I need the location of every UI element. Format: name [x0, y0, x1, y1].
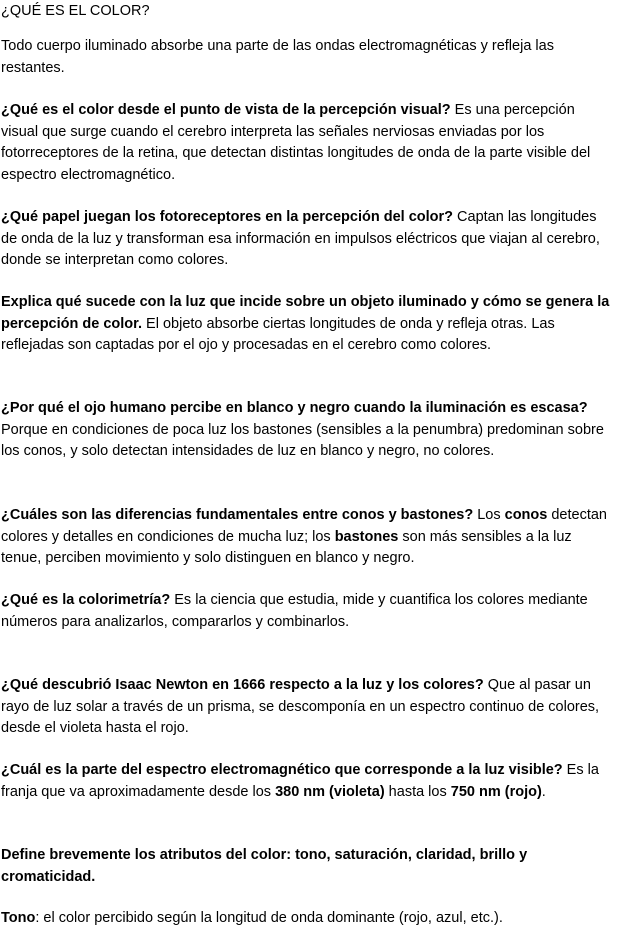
tono-term: Tono	[1, 910, 36, 926]
section-2	[1, 207, 615, 272]
answer-4: Porque en condiciones de poca luz los bastones (sensibles a la penumbra) predominan sobre los conos, y solo detectan intensidades de luz en blanco y negro, no colores.	[1, 421, 604, 459]
section-1	[1, 100, 615, 186]
answer-8-750nm: 750 nm (rojo)	[450, 783, 542, 800]
answer-8-part-1: Es la franja que va aproximadamente desde los	[1, 762, 599, 800]
answer-3: El objeto absorbe ciertas longitudes de onda y refleja otras. Las reflejadas son captadas por el ojo y procesadas en el cerebro como colores.	[1, 315, 555, 353]
section-6	[1, 590, 615, 633]
section-4	[1, 398, 615, 463]
question-2: ¿Qué papel juegan los fotoreceptores en la percepción del color?	[1, 209, 454, 225]
answer-8-part-3: hasta los	[384, 783, 451, 800]
answer-8-380nm: 380 nm (violeta)	[275, 783, 385, 800]
answer-5-part-3: detectan colores y detalles en condiciones de mucha luz; los	[1, 507, 608, 545]
question-9: Define brevemente los atributos del color: tono, saturación, claridad, brillo y cromaticidad.	[1, 847, 528, 885]
section-7	[1, 675, 615, 740]
question-5: ¿Cuáles son las diferencias fundamentales entre conos y bastones?	[1, 507, 474, 523]
section-9	[1, 845, 615, 888]
tono-text: : el color percibido según la longitud de onda dominante (rojo, azul, etc.).	[35, 910, 503, 926]
tono-definition	[1, 908, 615, 930]
section-8	[1, 760, 615, 803]
page-title: ¿QUÉ ES EL COLOR?	[1, 3, 150, 19]
answer-5-conos: conos	[504, 507, 548, 523]
intro-paragraph: Todo cuerpo iluminado absorbe una parte de las ondas electromagnéticas y refleja las restantes.	[1, 38, 554, 76]
section-3	[1, 292, 615, 357]
answer-5-bastones: bastones	[334, 528, 399, 545]
question-1: ¿Qué es el color desde el punto de vista de la percepción visual?	[1, 102, 451, 118]
answer-5-part-1: Los	[473, 507, 505, 523]
question-8: ¿Cuál es la parte del espectro electromagnético que corresponde a la luz visible?	[1, 762, 563, 778]
answer-8-part-5: .	[541, 783, 546, 800]
answer-1: Es una percepción visual que surge cuando el cerebro interpreta las señales nerviosas enviadas por los fotorreceptores de la retina, que detectan distintas longitudes de onda de la parte visible del espectro electromagnético.	[1, 102, 591, 183]
answer-6: Es la ciencia que estudia, mide y cuantifica los colores mediante números para analizarlos, compararlos y combinarlos.	[1, 592, 588, 630]
question-7: ¿Qué descubrió Isaac Newton en 1666 respecto a la luz y los colores?	[1, 677, 484, 693]
answer-7: Que al pasar un rayo de luz solar a través de un prisma, se descomponía en un espectro continuo de colores, desde el violeta hasta el rojo.	[1, 677, 600, 736]
question-6: ¿Qué es la colorimetría?	[1, 592, 171, 608]
question-3: Explica qué sucede con la luz que incide sobre un objeto iluminado y cómo se genera la percepción de color.	[1, 294, 610, 332]
section-5	[1, 505, 615, 570]
answer-2: Captan las longitudes de onda de la luz y transforman esa información en impulsos eléctricos que viajan al cerebro, donde se interpretan como colores.	[1, 209, 600, 268]
answer-5-part-5: son más sensibles a la luz tenue, perciben movimiento y solo distinguen en blanco y negro.	[1, 528, 572, 566]
question-4: ¿Por qué el ojo humano percibe en blanco y negro cuando la iluminación es escasa?	[1, 400, 588, 416]
